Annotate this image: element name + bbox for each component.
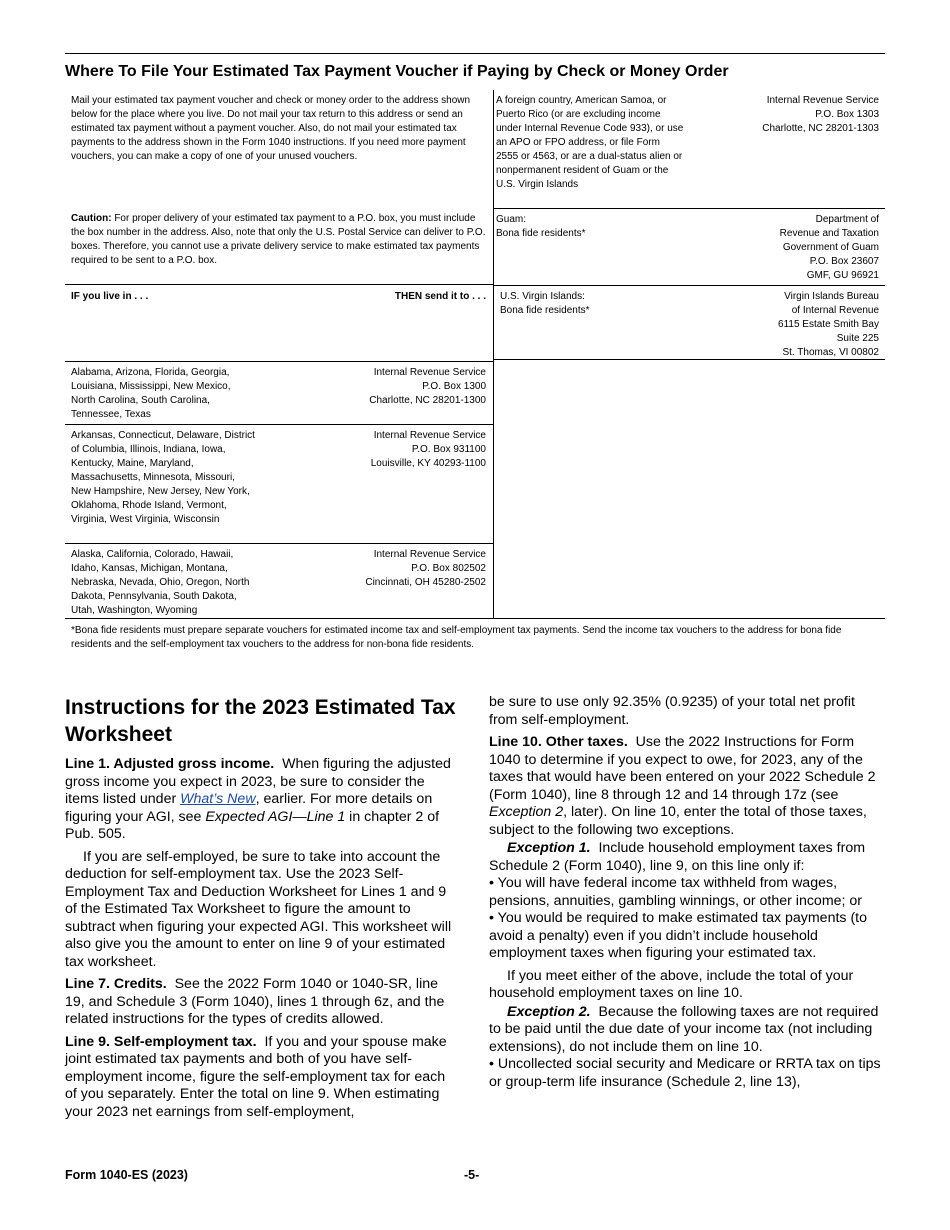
line9-heading: Line 9. Self-employment tax. [65,1033,257,1050]
virgin-islands-place: U.S. Virgin Islands: Bona fide residents* [500,291,590,316]
row-rule [493,359,885,360]
address-line: P.O. Box 23607 [809,256,879,267]
foreign-address [690,94,879,136]
address-line: Government of Guam [782,242,879,253]
footnote: *Bona fide residents must prepare separate vouchers for estimated income tax and self-employment tax payments. Send the income tax vouchers to the address for bona fide residents and the self-employment tax vouchers to the address for non-bona fide residents. [71,625,842,650]
line10-heading: Line 10. Other taxes. [489,734,628,750]
states-group-1: Alabama, Arizona, Florida, Georgia, Louisiana, Mississippi, New Mexico, North Carolina, South Carolina, Tennessee, Texas [71,367,231,420]
guam-place: Guam: Bona fide residents* [496,214,586,239]
address-line: of Internal Revenue [791,305,879,316]
bullet-icon: • [489,910,494,926]
states-group-2: Arkansas, Connecticut, Delaware, District of Columbia, Illinois, Indiana, Iowa, Kentucky, Maine, Maryland, Massachusetts, Minnesota, Missouri, New Hampshire, New Jersey, New York, Oklahoma, Rhode Island, Vermont, Virginia, West Virginia, Wisconsin [71,430,255,525]
instructions-left-column [65,756,455,1121]
address-line: P.O. Box 931100 [411,444,486,455]
table-bottom-rule [65,618,885,619]
address-line: St. Thomas, VI 00802 [782,347,879,358]
address-line: Suite 225 [836,333,879,344]
address-group-3 [300,548,486,590]
text: Uncollected social security and Medicare or RRTA tax on tips or group-term life insurance (Schedule 2, line 13), [489,1056,881,1090]
line10-paragraph [489,734,885,839]
line7-heading: Line 7. Credits. [65,976,167,992]
row-rule [65,543,493,544]
text: , later). On line 10, enter the total of those taxes, subject to the following two exceptions. [489,804,867,838]
address-line: Internal Revenue Service [766,95,879,106]
line1-paragraph [65,756,455,844]
text: in chapter 2 of Pub. 505. [65,808,440,842]
row-rule [65,424,493,425]
text: You would be required to make estimated tax payments (to avoid a penalty) even if you didn’t include household employment taxes when figuring your estimated tax. [489,910,868,961]
whats-new-link[interactable]: What’s New [180,791,256,807]
exception2-heading: Exception 2. [507,1003,591,1020]
address-line: P.O. Box 802502 [411,563,486,574]
line1-heading: Line 1. Adjusted gross income. [65,756,275,772]
text: Because the following taxes are not required to be paid until the due date of your income tax (not including extensions), do not include them on line 10. [489,1003,879,1055]
reference: Exception 2 [489,804,564,820]
address-line: Cincinnati, OH 45280-2502 [365,577,486,588]
line7-paragraph [65,976,455,1029]
exception1-heading: Exception 1. [507,840,591,856]
exception1-bullet-2 [489,910,885,963]
reference: Expected AGI—Line 1 [205,808,346,825]
guam-address [690,213,879,283]
address-line: P.O. Box 1300 [422,381,486,392]
foreign-place: A foreign country, American Samoa, or Puerto Rico (or are excluding income under Internal Revenue Code 933), or use an APO or FPO address, or file Form 2555 or 4563, or are a dual-status alien or nonpermanent resident of Guam or the U.S. Virgin Islands [496,95,684,190]
then-header: THEN send it to . . . [394,291,486,302]
header-rule [65,284,493,285]
exception1-bullet-1 [489,875,885,910]
footer-form-name: Form 1040-ES (2023) [65,1168,188,1182]
caution-text: For proper delivery of your estimated tax payment to a P.O. box, you must include the box number in the address. Also, note that only the U.S. Postal Service can deliver to P.O. boxes. Therefore, you cannot use a private delivery service to make estimated tax payments required to be sent to a P.O. box. [71,213,486,266]
address-line: Louisville, KY 40293-1100 [370,458,486,469]
text: Include household employment taxes from Schedule 2 (Form 1040), line 9, on this line only if: [489,840,866,874]
footer-page-number: -5- [464,1168,480,1182]
address-line: GMF, GU 96921 [806,270,879,281]
virgin-islands-address [690,290,879,360]
address-line: Internal Revenue Service [373,549,486,560]
text: Use the 2022 Instructions for Form 1040 to determine if you expect to owe, for 2023, any of the taxes that would have been entered on your 2022 Schedule 2 (Form 1040), line 8 through 12 and 14 through 17z (see [489,734,876,803]
row-rule [493,208,885,209]
address-line: Internal Revenue Service [373,430,486,441]
text: See the 2022 Form 1040 or 1040-SR, line 19, and Schedule 3 (Form 1040), lines 1 through 6z, and the related instructions for the types of credits allowed. [65,976,445,1027]
caution-note [71,212,487,268]
column-divider [493,90,494,618]
if-header: IF you live in . . . [71,291,149,302]
top-rule [65,53,885,54]
exception1-after: If you meet either of the above, include the total of your household employment taxes on line 10. [489,967,854,1001]
address-line: Charlotte, NC 28201-1300 [369,395,486,406]
instructions-right-column [489,694,885,1091]
where-to-file-title: Where To File Your Estimated Tax Payment Voucher if Paying by Check or Money Order [65,63,729,80]
address-line: Virgin Islands Bureau [784,291,879,302]
line9-paragraph [65,1034,455,1122]
text: When figuring the adjusted gross income you expect in 2023, be sure to consider the items listed under [65,756,451,807]
instructions-title: Instructions for the 2023 Estimated Tax Worksheet [65,696,456,746]
exception1-paragraph [489,840,885,875]
mail-instructions: Mail your estimated tax payment voucher and check or money order to the address shown below for the place where you live. Do not mail your tax return to this address or send an estimated tax payment without a payment voucher. Also, do not mail your estimated tax payments to the address shown in the Form 1040 instructions. If you need more payment vouchers, you can make a copy of one of your unused vouchers. [71,95,471,162]
text: If you and your spouse make joint estimated tax payments and both of you have self-employment income, figure the self-employment tax for each of you separately. Enter the total on line 9. When estimating your 2023 net earnings from self-employment, [65,1033,447,1120]
bullet-icon: • [489,875,494,891]
row-rule [493,285,885,286]
address-line: Internal Revenue Service [373,367,486,378]
bullet-icon: • [489,1056,494,1072]
address-group-1 [300,366,486,408]
address-line: 6115 Estate Smith Bay [778,319,879,330]
address-line: Charlotte, NC 28201-1303 [762,123,879,134]
exception2-paragraph [489,1004,885,1057]
line9-continued: be sure to use only 92.35% (0.9235) of your total net profit from self-employment. [489,694,855,728]
states-group-3: Alaska, California, Colorado, Hawaii, Idaho, Kansas, Michigan, Montana, Nebraska, Nevada, Ohio, Oregon, North Dakota, Pennsylvania, South Dakota, Utah, Washington, Wyoming [71,549,250,616]
line1-self-employed-paragraph: If you are self-employed, be sure to take into account the deduction for self-employment tax. Use the 2023 Self-Employment Tax and Deduction Worksheet for Lines 1 and 9 of the Estimated Tax Worksheet to figure the amount to subtract when figuring your expected AGI. This worksheet will also give you the amount to enter on line 9 of your estimated tax worksheet. [65,848,452,970]
text: You will have federal income tax withheld from wages, pensions, annuities, gambling winnings, or other income; or [489,875,863,909]
address-line: P.O. Box 1303 [815,109,879,120]
caution-label: Caution: [71,213,112,224]
exception2-bullet-1 [489,1056,885,1091]
text: , earlier. For more details on figuring your AGI, see [65,791,433,825]
address-line: Revenue and Taxation [779,228,879,239]
address-line: Department of [815,214,879,225]
address-group-2 [300,429,486,471]
row-rule [65,361,493,362]
